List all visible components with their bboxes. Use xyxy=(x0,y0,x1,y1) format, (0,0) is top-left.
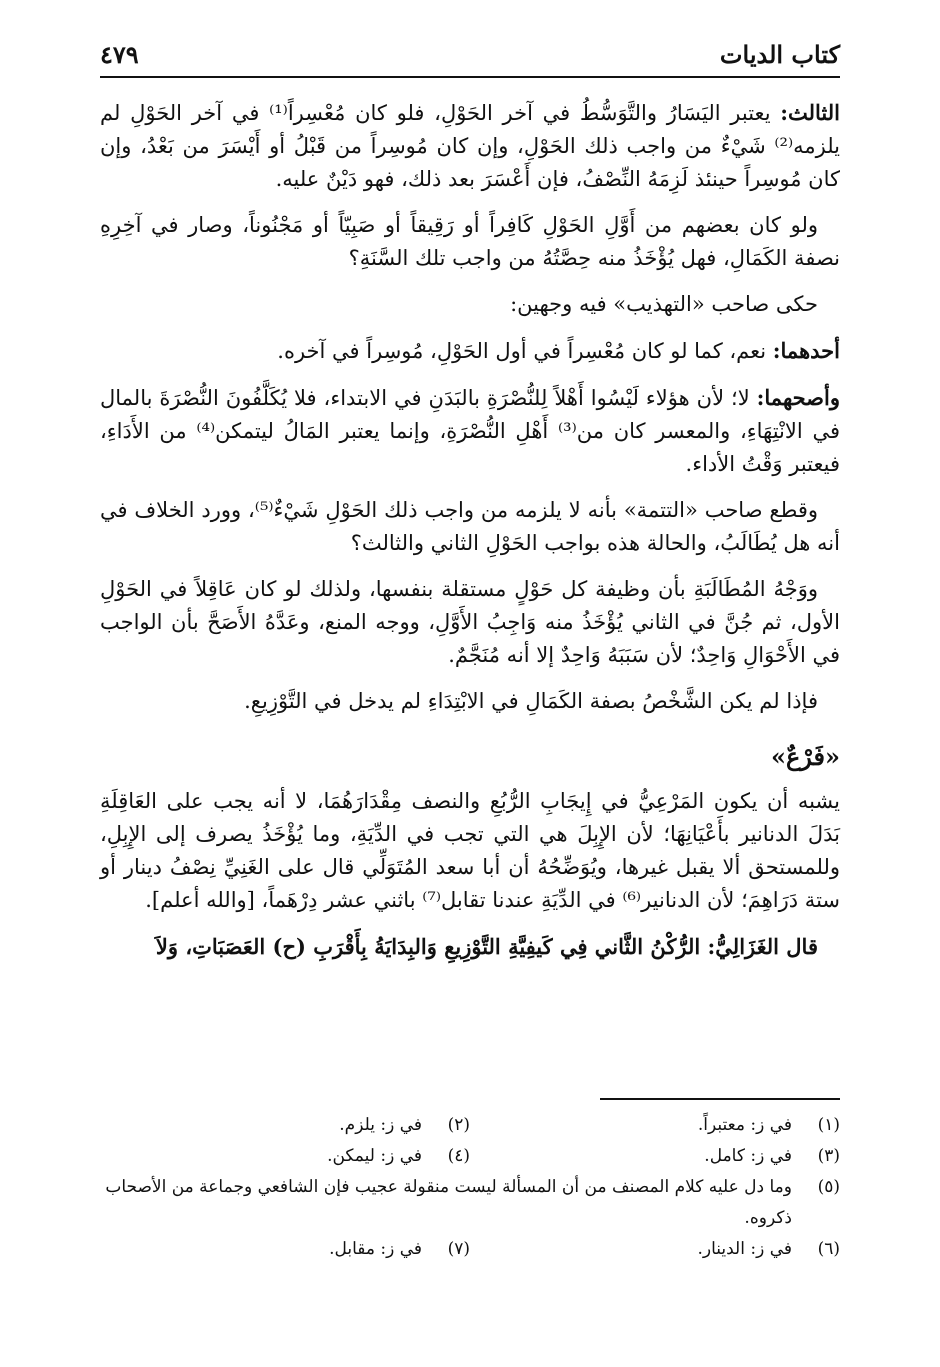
paragraph xyxy=(100,96,840,196)
paragraph-text: الرُّكْنُ الثَّاني فِي كَيفِيَّةِ التَّوْزِيعِ وَالبِدَايَةُ بِأَقْرَبِ (ح) العَصَبَاتِ، وَلاَ xyxy=(155,934,708,959)
footnote xyxy=(100,1110,470,1141)
paragraph xyxy=(100,930,840,963)
footnote xyxy=(100,1172,840,1234)
section-title: «فَرْعٌ» xyxy=(770,742,840,771)
paragraph-text: لا؛ لأن هؤلاء لَيْسُوا أَهْلاً لِلنُّصْرَةِ بالبَدَنِ في الابتداء، فلا يُكَلَّفُونَ النُّصْرَةَ بالمال في الانْتِهَاءِ، والمعسر كان من⁽³⁾ أَهْلِ النُّصْرَةِ، وإنما يعتبر المَالُ ليتمكن⁽⁴⁾ من الأَدَاءِ، فيعتبر وَقْتُ الأداء. xyxy=(100,386,840,476)
footnote-divider xyxy=(600,1098,840,1100)
footnote-text: وما دل عليه كلام المصنف من أن المسألة ليست منقولة عجيب فإن الشافعي وجماعة من الأصحاب ذكروه. xyxy=(105,1177,792,1228)
paragraph: يشبه أن يكون المَرْعِيُّ في إِيجَابِ الرُّبُعِ والنصف مِقْدَارَهُمَا، لا أنه يجب على العَاقِلَةِ بَدَلَ الدنانير بأَعْيَانِهَا؛ لأن الإِبِلَ هي التي تجب في الدِّيَةِ، وما يُؤْخَذُ يصرف إلى الإِبِلِ، وللمستحق ألا يقبل غيرها، ويُوَضِّحُهُ أن أبا سعد المُتَوَلِّي قال على الغَنِيِّ نِصْفُ دينار أو ستة دَرَاهِمَ؛ لأن الدنانير⁽⁶⁾ في الدِّيَةِ عندنا تقابل⁽⁷⁾ باثني عشر دِرْهَماً، [والله أعلم]. xyxy=(100,789,840,912)
paragraph-lead: الثالث: xyxy=(780,100,841,125)
footnote-number: (٦) xyxy=(817,1239,840,1259)
footnote-number: (٣) xyxy=(817,1146,840,1166)
running-title: كتاب الديات xyxy=(719,39,840,69)
main-text xyxy=(100,96,840,976)
footnotes xyxy=(100,1110,840,1265)
footnote xyxy=(470,1141,840,1172)
paragraph: حكى صاحب «التهذيب» فيه وجهين: xyxy=(510,292,818,316)
paragraph-lead: قال الغَزَالِيُّ: xyxy=(707,934,818,959)
footnote xyxy=(100,1141,470,1172)
footnote-number: (٤) xyxy=(447,1146,470,1166)
footnote-text: في ز: معتبراً. xyxy=(697,1115,792,1135)
footnote xyxy=(470,1110,840,1141)
footnote-text: في ز: ليمكن. xyxy=(327,1146,422,1166)
page-number: ٤٧٩ xyxy=(100,39,139,69)
footnote xyxy=(470,1234,840,1265)
footnote-number: (٥) xyxy=(817,1177,840,1197)
paragraph xyxy=(100,381,840,481)
footnote-number: (٧) xyxy=(447,1239,470,1259)
footnote-number: (١) xyxy=(817,1115,840,1135)
footnote-text: في ز: يلزم. xyxy=(339,1115,422,1135)
footnote-row xyxy=(100,1141,840,1172)
footnote-text: في ز: كامل. xyxy=(704,1146,792,1166)
paragraph: فإذا لم يكن الشَّخْصُ بصفة الكَمَالِ في الابْتِدَاءِ لم يدخل في التَّوْزِيعِ. xyxy=(244,689,818,713)
footnote-text: في ز: مقابل. xyxy=(329,1239,422,1259)
paragraph-text: يعتبر اليَسَارُ والتَّوَسُّطُ في آخر الحَوْلِ، فلو كان مُعْسِراً⁽¹⁾ في آخر الحَوْلِ لم يلزمه⁽²⁾ شَيْءٌ من واجب ذلك الحَوْلِ، وإن كان مُوسِراً من قَبْلُ أو أَيْسَرَ من بَعْدُ، وإن كان مُوسِراً حينئذ لَزِمَهُ النِّصْفُ، فإن أَعْسَرَ بعد ذلك، فهو دَيْنٌ عليه. xyxy=(100,101,840,191)
paragraph-lead: وأصحهما: xyxy=(756,385,840,410)
paragraph-text: نعم، كما لو كان مُعْسِراً في أول الحَوْلِ، مُوسِراً في آخره. xyxy=(277,339,773,363)
paragraph xyxy=(100,334,840,368)
footnote-text: في ز: الدينار. xyxy=(697,1239,792,1259)
footnote xyxy=(100,1234,470,1265)
paragraph: وقطع صاحب «التتمة» بأنه لا يلزمه من واجب ذلك الحَوْلِ شَيْءٌ⁽⁵⁾، وورد الخلاف في أنه هل يُطَالَبُ، والحالة هذه بواجب الحَوْلِ الثاني والثالث؟ xyxy=(100,498,840,555)
paragraph: ولو كان بعضهم من أَوَّلِ الحَوْلِ كَافِراً أو رَقِيقاً أو صَبِيّاً أو مَجْنُوناً، وصار في آخِرِهِ نصفة الكَمَالِ، فهل يُؤْخَذُ منه حِصَّتُهُ من واجب تلك السَّنَةِ؟ xyxy=(100,213,840,270)
page-header xyxy=(100,32,840,78)
paragraph: ووَجْهُ المُطَالَبَةِ بأن وظيفة كل حَوْلٍ مستقلة بنفسها، ولذلك لو كان عَاقِلاً في الحَوْلِ الأول، ثم جُنَّ في الثاني يُؤْخَذُ منه وَاجِبُ الأَوَّلِ، ووجه المنع، وعَدَّهُ الأَصَحَّ بأن الواجب في الأَحْوَالِ وَاحِدٌ؛ لأن سَبَبَهُ وَاحِدٌ إلا أنه مُنَجَّمٌ. xyxy=(100,577,840,667)
footnote-row xyxy=(100,1110,840,1141)
paragraph-lead: أحدهما: xyxy=(772,338,840,363)
footnote-row xyxy=(100,1234,840,1265)
footnote-number: (٢) xyxy=(447,1115,470,1135)
